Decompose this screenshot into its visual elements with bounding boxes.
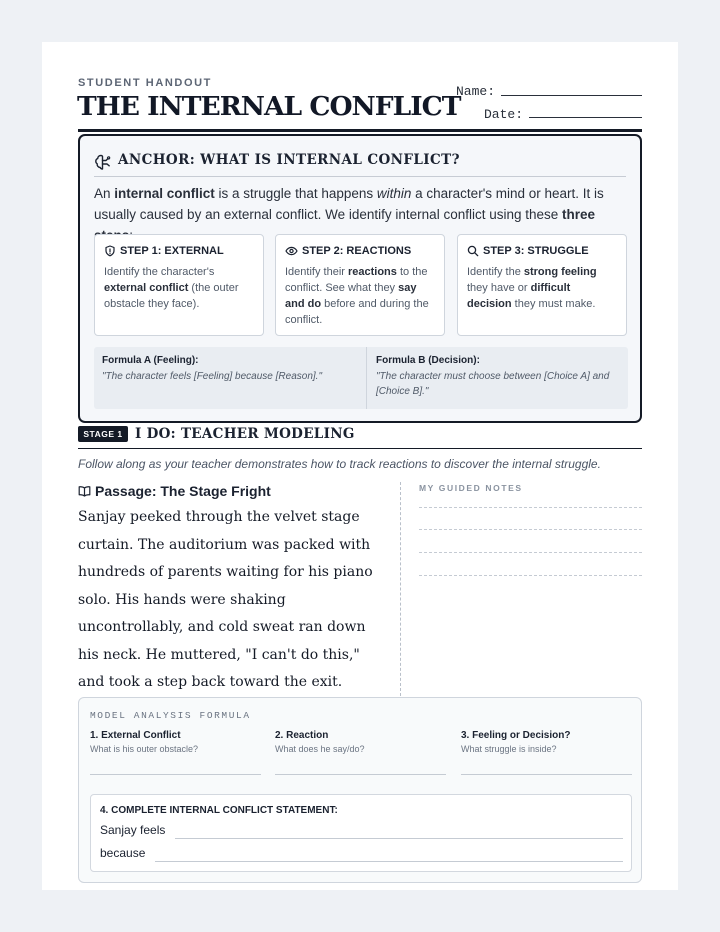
date-field[interactable] (529, 117, 642, 118)
answer-line[interactable] (90, 774, 261, 775)
column-prompt: What struggle is inside? (461, 744, 557, 754)
passage-title: Passage: The Stage Fright (95, 483, 271, 499)
model-column-reaction (275, 730, 446, 775)
notes-line[interactable] (419, 575, 642, 576)
notes-line[interactable] (419, 507, 642, 508)
brain-icon (94, 153, 112, 171)
step-description: Identify the strong feeling they have or difficult decision they must make. (467, 266, 597, 310)
because-answer-line[interactable] (155, 861, 623, 862)
step-title: STEP 3: STRUGGLE (483, 245, 589, 257)
step-card-external (94, 234, 264, 336)
stage-badge: STAGE 1 (78, 426, 128, 442)
step-title: STEP 1: EXTERNAL (120, 245, 224, 257)
date-label: Date: (484, 107, 524, 122)
step-description: Identify their reactions to the conflict. See what they say and do before and during the conflict. (285, 266, 429, 326)
handout-page (42, 42, 678, 890)
statement-box (90, 794, 632, 872)
step-card-struggle (457, 234, 627, 336)
statement-line-because: because (100, 846, 146, 860)
formula-b-title: Formula B (Decision): (376, 355, 480, 366)
formula-box (94, 347, 628, 409)
passage-heading (78, 483, 271, 499)
model-title: MODEL ANALYSIS FORMULA (90, 710, 251, 721)
column-title: 2. Reaction (275, 730, 329, 741)
column-title: 3. Feeling or Decision? (461, 730, 571, 741)
column-title: 1. External Conflict (90, 730, 181, 741)
step-title: STEP 2: REACTIONS (302, 245, 412, 257)
stage-instruction: Follow along as your teacher demonstrates how to track reactions to discover the internal struggle. (78, 457, 601, 471)
answer-line[interactable] (461, 774, 632, 775)
feels-answer-line[interactable] (175, 838, 623, 839)
eye-icon (285, 245, 298, 257)
step-card-reactions (275, 234, 445, 336)
handout-eyebrow: STUDENT HANDOUT (78, 77, 212, 89)
page-title: THE INTERNAL CONFLICT (77, 91, 461, 122)
statement-line-feels: Sanjay feels (100, 823, 166, 837)
stage-rule (78, 448, 642, 449)
anchor-intro: An internal conflict is a struggle that happens within a character's mind or heart. It is usually caused by an external conflict. We identify internal conflict using these three (94, 186, 604, 222)
header-rule (78, 129, 642, 132)
search-icon (467, 245, 479, 257)
anchor-title: ANCHOR: WHAT IS INTERNAL CONFLICT? (118, 152, 460, 168)
model-column-external (90, 730, 261, 775)
passage-text: Sanjay peeked through the velvet stage curtain. The auditorium was packed with hundreds of parents waiting for his piano solo. His hands were shaking uncontrollably, and cold sweat ran down his neck. He muttered, "I can't do this," and took a step back toward the exit. (78, 509, 373, 690)
notes-title: MY GUIDED NOTES (419, 483, 523, 493)
statement-title: 4. COMPLETE INTERNAL CONFLICT STATEMENT: (100, 805, 338, 816)
name-label: Name: (456, 84, 496, 99)
model-column-feeling (461, 730, 632, 775)
formula-a-text: "The character feels [Feeling] because [Reason]." (102, 371, 322, 382)
formula-divider (366, 347, 367, 409)
anchor-divider (94, 176, 626, 177)
notes-line[interactable] (419, 529, 642, 530)
anchor-box (78, 134, 642, 423)
book-icon (78, 485, 91, 497)
shield-icon (104, 245, 116, 257)
step-description: Identify the character's external conflict (the outer obstacle they face). (104, 266, 239, 310)
answer-line[interactable] (275, 774, 446, 775)
column-prompt: What is his outer obstacle? (90, 744, 199, 754)
model-analysis-box (78, 697, 642, 883)
name-field[interactable] (501, 95, 642, 96)
formula-a-title: Formula A (Feeling): (102, 355, 199, 366)
column-prompt: What does he say/do? (275, 744, 365, 754)
column-divider (400, 482, 401, 696)
notes-line[interactable] (419, 552, 642, 553)
formula-b-text: "The character must choose between [Choice A] and [Choice B]." (376, 371, 610, 397)
stage-title: I DO: TEACHER MODELING (135, 426, 355, 442)
